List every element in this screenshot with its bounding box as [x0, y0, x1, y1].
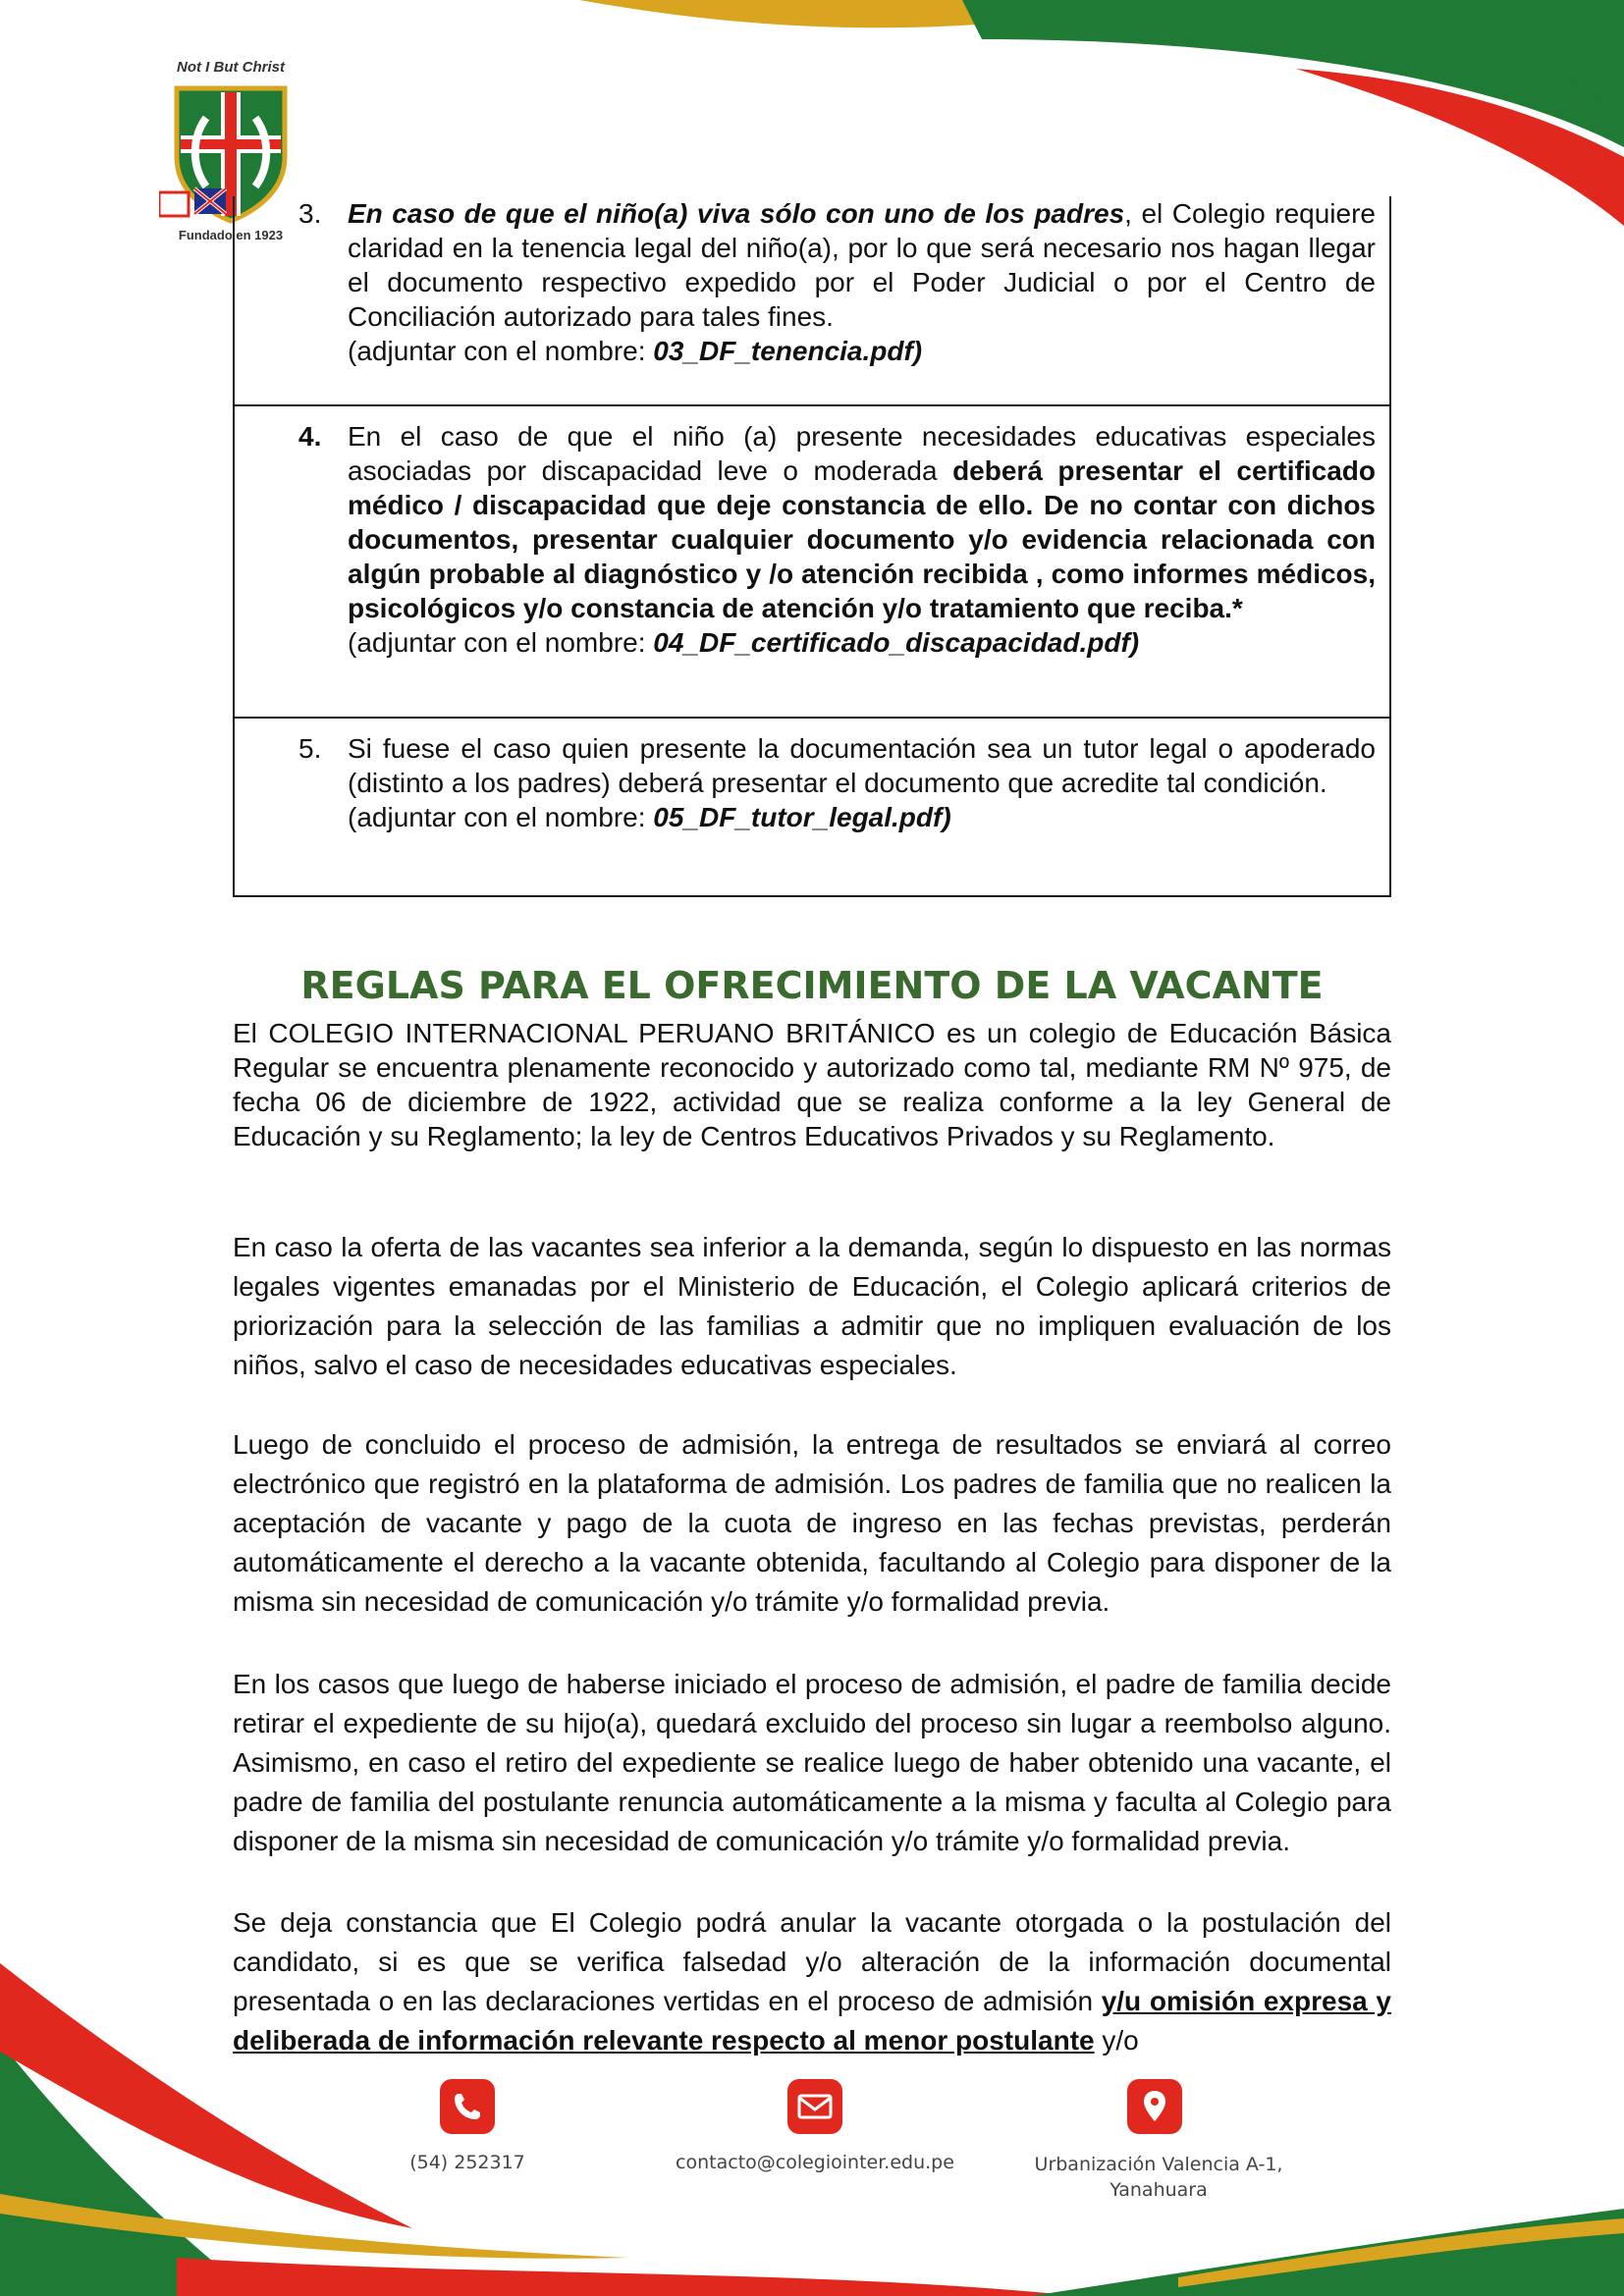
bottom-red-band: [177, 2258, 1080, 2296]
footer-address: [1016, 2152, 1301, 2203]
paragraph-5: [233, 1903, 1391, 2060]
requirement-lead: En caso de que el niño(a) viva sólo con uno de los padres: [348, 198, 1125, 229]
footer-address-line1: Urbanización Valencia A-1,: [1034, 2154, 1283, 2175]
paragraph-1: El COLEGIO INTERNACIONAL PERUANO BRITÁNICO es un colegio de Educación Básica Regular se encuentra plenamente reconocido y autorizado como tal, mediante RM Nº 975, de fecha 06 de diciembre de 1922, actividad que se realiza conforme a la ley General de Educación y su Reglamento; la ley de Centros Educativos Privados y su Reglamento.: [233, 1018, 1391, 1151]
paragraph-3: Luego de concluido el proceso de admisión, la entrega de resultados se enviará al correo electrónico que registró en la plataforma de admisión. Los padres de familia que no realicen la aceptación de vacante y pago de la cuota de ingreso en las fechas previstas, perderán automáticamente el derecho a la vacante obtenida, facultando al Colegio para disponer de la misma sin necesidad de comunicación y/o trámite y/o formalidad previa.: [233, 1429, 1391, 1617]
table-row: [234, 196, 1390, 405]
footer-email: contacto@colegiointer.edu.pe: [676, 2152, 954, 2173]
table-row: [234, 718, 1390, 896]
phone-icon: [440, 2079, 495, 2134]
paragraph-5-tail: y/o: [1094, 2025, 1139, 2056]
requirements-table: [233, 196, 1391, 897]
requirement-number: 5.: [298, 733, 322, 764]
paragraph-5-underlined: y/u omisión expresa y deliberada de información relevante respecto al menor postulante: [233, 1986, 1391, 2056]
logo-motto: Not I But Christ: [177, 59, 285, 76]
attachment-filename: 05_DF_tutor_legal.pdf): [653, 802, 951, 832]
attachment-filename: 04_DF_certificado_discapacidad.pdf): [653, 627, 1140, 658]
requirement-text: , el Colegio requiere claridad en la tenencia legal del niño(a), por lo que será necesario nos hagan llegar el documento respectivo expedido por el Poder Judicial o por el Centro de Conciliación autorizado para tales fines.: [348, 198, 1376, 332]
footer-address-line2: Yanahuara: [1110, 2179, 1208, 2201]
paragraph-4: En los casos que luego de haberse iniciado el proceso de admisión, el padre de familia decide retirar el expediente de su hijo(a), quedará excluido del proceso sin lugar a reembolso alguno. Asimismo, en caso el retiro del expediente se realice luego de haber obtenido una vacante, el padre de familia del postulante renuncia automáticamente a la misma y faculta al Colegio para disponer de la misma sin necesidad de comunicación y/o trámite y/o formalidad previa.: [233, 1669, 1391, 1856]
location-icon: [1127, 2079, 1182, 2134]
requirement-item-5: [235, 719, 1389, 834]
section-title: REGLAS PARA EL OFRECIMIENTO DE LA VACANTE: [300, 964, 1324, 1007]
paragraph-5-text: Se deja constancia que El Colegio podrá anular la vacante otorgada o la postulación del candidato, si es que se verifica falsedad y/o alteración de la información documental presentada o en las declaraciones vertidas en el proceso de admisión: [233, 1907, 1391, 2016]
requirement-number: 4.: [298, 421, 322, 452]
attachment-note: [348, 800, 1376, 834]
attachment-prefix: (adjuntar con el nombre:: [348, 627, 654, 658]
requirement-item-3: [235, 196, 1389, 368]
requirement-item-4: [235, 406, 1389, 660]
attachment-prefix: (adjuntar con el nombre:: [348, 802, 654, 832]
table-cell: [234, 405, 1390, 718]
requirement-bold-text: deberá presentar el certificado médico / discapacidad que deje constancia de ello. De no contar con dichos documentos, presentar cualquier documento y/o evidencia relacionada con algún probable al diagnóstico y /o atención recibida , como informes médicos, psicológicos y/o constancia de atención y/o tratamiento que reciba.*: [348, 455, 1376, 623]
requirement-text: En el caso de que el niño (a) presente necesidades educativas especiales asociadas por discapacidad leve o moderada: [348, 421, 1376, 486]
attachment-note: [348, 625, 1376, 660]
requirement-number: 3.: [298, 198, 322, 229]
attachment-prefix: (adjuntar con el nombre:: [348, 336, 654, 366]
attachment-note: [348, 334, 1376, 368]
table-row: [234, 405, 1390, 718]
bottom-right-green: [1031, 2209, 1624, 2296]
attachment-filename: 03_DF_tenencia.pdf): [653, 336, 923, 366]
footer-phone: (54) 252317: [409, 2152, 525, 2173]
mail-icon: [787, 2079, 842, 2134]
requirement-text: Si fuese el caso quien presente la documentación sea un tutor legal o apoderado (distinto a los padres) deberá presentar el documento que acredite tal condición.: [348, 733, 1376, 798]
paragraph-2: En caso la oferta de las vacantes sea inferior a la demanda, según lo dispuesto en las normas legales vigentes emanadas por el Ministerio de Educación, el Colegio aplicará criterios de priorización para la selección de las familias a admitir que no impliquen evaluación de los niños, salvo el caso de necesidades educativas especiales.: [233, 1232, 1391, 1380]
table-cell: [234, 718, 1390, 896]
logo-founded: Fundado en 1923: [178, 228, 284, 242]
table-cell: [234, 196, 1390, 405]
flag-icon: [159, 185, 228, 228]
